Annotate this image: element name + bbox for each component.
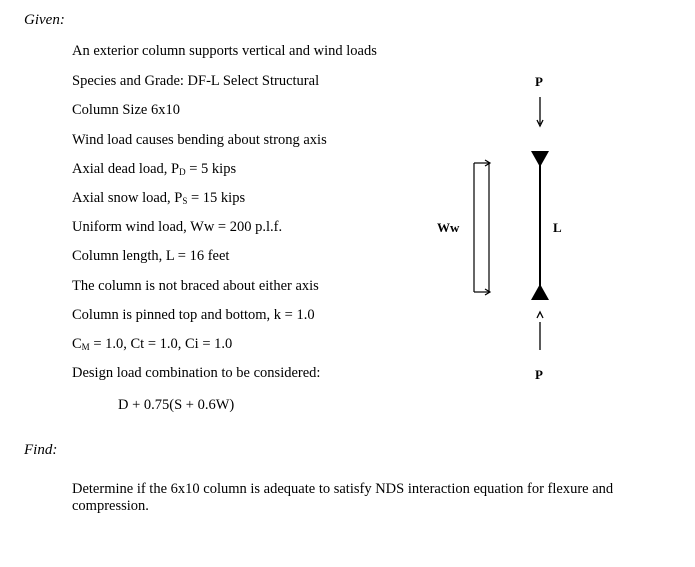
given-heading: Given: (24, 12, 65, 28)
combo-heading: Design load combination to be considered: (72, 365, 321, 381)
wind-load-label: Ww (437, 220, 460, 235)
dead-load-prefix: Axial dead load, P (72, 161, 180, 177)
snow-load-sub: S (182, 196, 188, 206)
column-length-line: Column length, L = 16 feet (72, 248, 230, 264)
given-line-1: An exterior column supports vertical and wind loads (72, 43, 377, 59)
given-line-2: Species and Grade: DF-L Select Structural (72, 73, 320, 89)
dead-load-suffix: = 5 kips (185, 161, 237, 177)
factors-c: C (72, 336, 82, 352)
given-line-3: Column Size 6x10 (72, 102, 180, 118)
top-load-label: P (535, 74, 543, 89)
bottom-pin-support (531, 284, 549, 300)
bracing-line: The column is not braced about either axis (72, 278, 319, 294)
dead-load-sub: D (179, 167, 186, 177)
wind-load-line: Uniform wind load, Ww = 200 p.l.f. (72, 219, 283, 235)
factors-rest: = 1.0, Ct = 1.0, Ci = 1.0 (89, 336, 233, 352)
find-heading: Find: (24, 442, 58, 458)
factors-sub: M (81, 342, 90, 352)
given-line-4: Wind load causes bending about strong axis (72, 132, 327, 148)
bottom-load-label: P (535, 367, 543, 382)
length-label: L (553, 220, 562, 235)
snow-load-prefix: Axial snow load, P (72, 190, 183, 206)
bottom-load-arrowhead (537, 312, 543, 318)
find-text: Determine if the 6x10 column is adequate to satisfy NDS interaction equation for flexure and compression. (72, 481, 614, 514)
load-combination: D + 0.75(S + 0.6W) (118, 397, 235, 413)
support-line: Column is pinned top and bottom, k = 1.0 (72, 307, 315, 323)
snow-load-suffix: = 15 kips (187, 190, 246, 206)
